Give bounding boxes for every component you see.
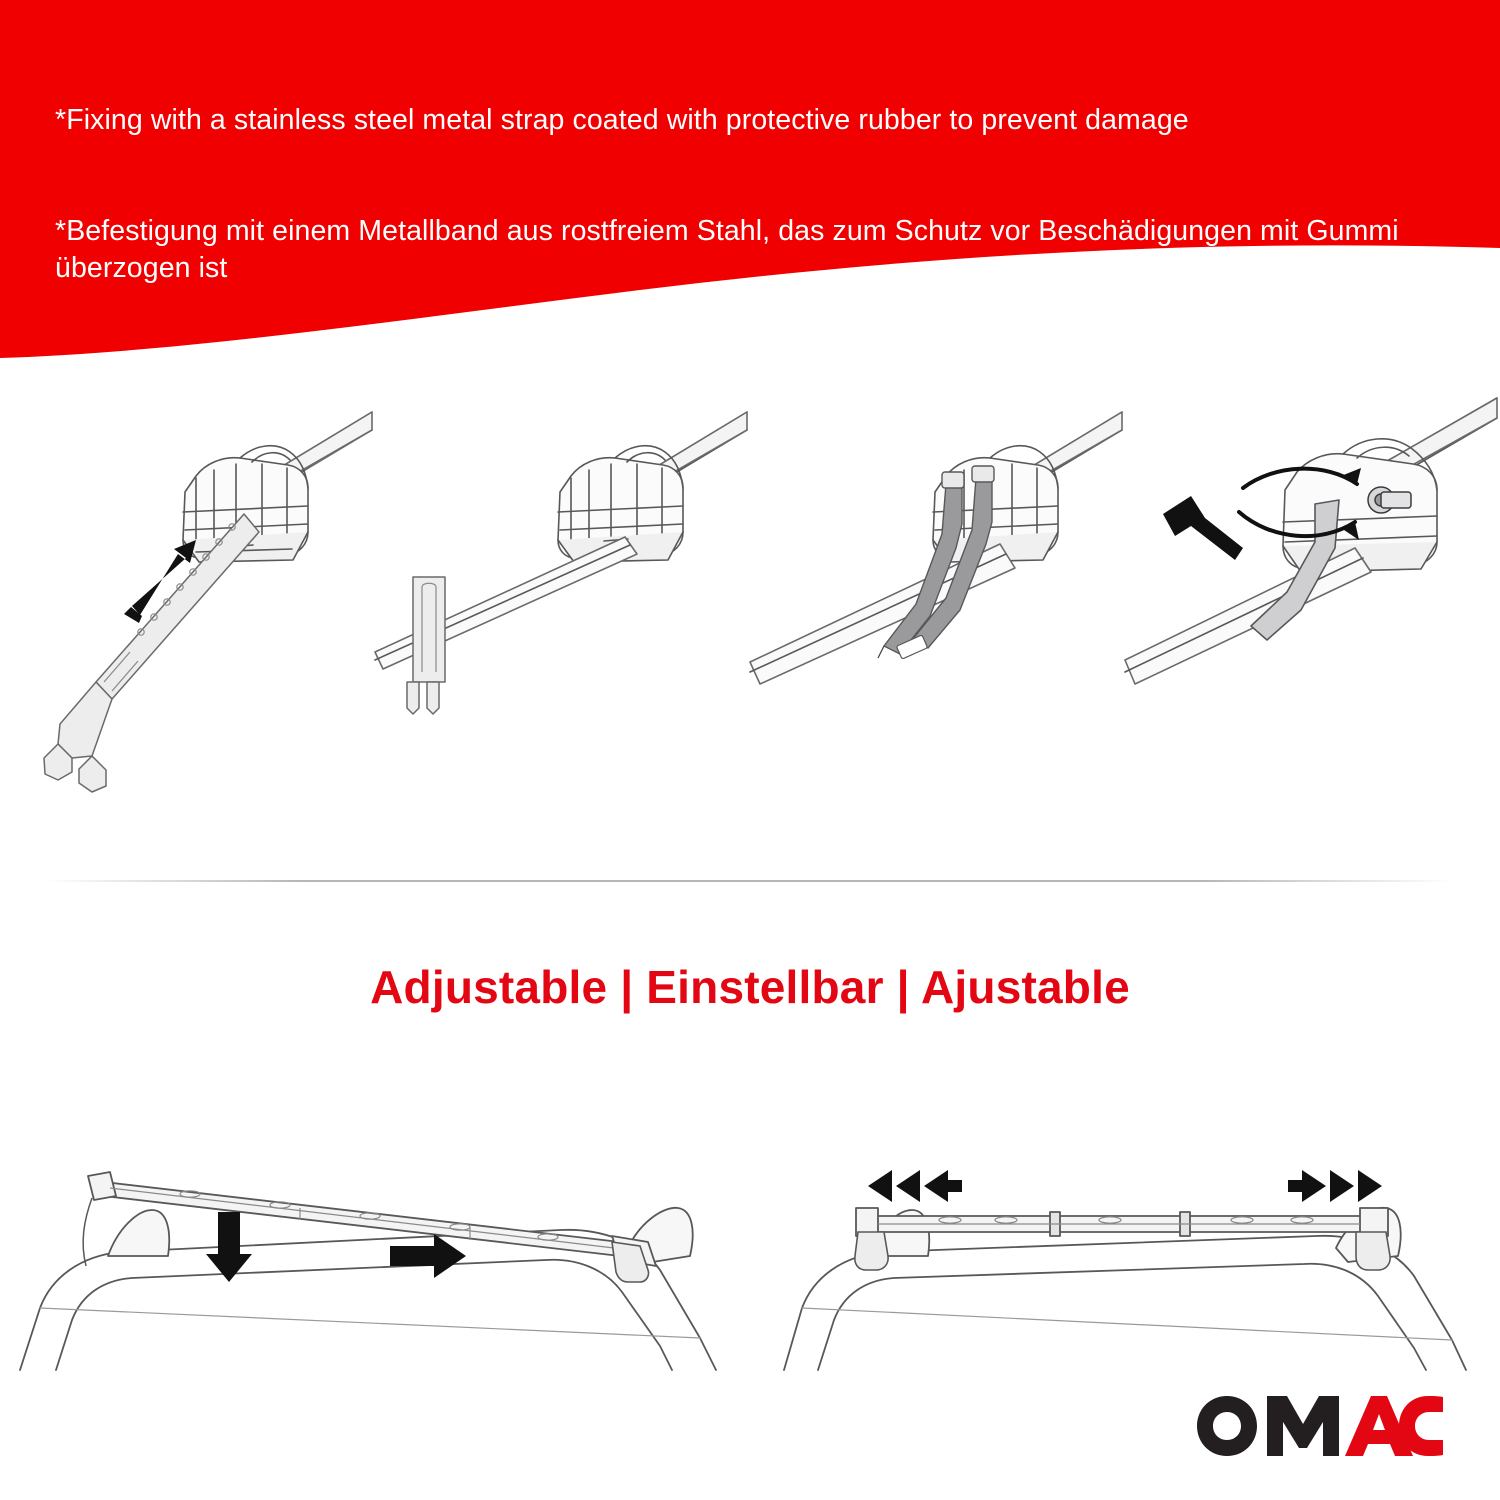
step-1-insert-strap-into-foot: [0, 372, 375, 882]
installation-steps: [0, 372, 1500, 882]
omac-logo-mark: [1195, 1394, 1445, 1458]
banner-line-en: *Fixing with a stainless steel metal strap coated with protective rubber to prevent damage: [55, 104, 1189, 136]
left-triple-arrow-icon: [868, 1170, 962, 1202]
allen-key-icon: [1163, 496, 1243, 560]
step-1-illustration: [0, 372, 375, 882]
step-3-illustration: [750, 372, 1125, 882]
omac-logo: [1195, 1397, 1445, 1455]
header-banner: [0, 0, 1500, 432]
adjustable-title: Adjustable | Einstellbar | Ajustable: [370, 961, 1130, 1013]
left-adjust-illustration: [0, 1070, 750, 1390]
step-2-illustration: [375, 372, 750, 882]
right-adjust-illustration: [750, 1070, 1500, 1390]
step-2-strap-under-rail: [375, 372, 750, 882]
banner-line-de: *Befestigung mit einem Metallband aus rostfreiem Stahl, das zum Schutz vor Beschädigungen mit Gummi überzogen ist: [55, 215, 1407, 284]
step-4-tighten-bolt: [1125, 372, 1500, 882]
adjustable-diagrams: [0, 1070, 1500, 1390]
step-4-illustration: [1125, 372, 1500, 882]
section-divider: [45, 880, 1455, 882]
step-3-strap-wrapped-around-rail: [750, 372, 1125, 882]
right-triple-arrow-icon: [1288, 1170, 1382, 1202]
banner-line-fr: *Fixation avec une sangle en métal inoxydable recouverte de caoutchouc de protection pour éviter les dommages.: [55, 363, 1357, 432]
crossbar-height-and-slide-adjust: [0, 1070, 750, 1390]
crossbar-width-adjust: [750, 1070, 1500, 1390]
